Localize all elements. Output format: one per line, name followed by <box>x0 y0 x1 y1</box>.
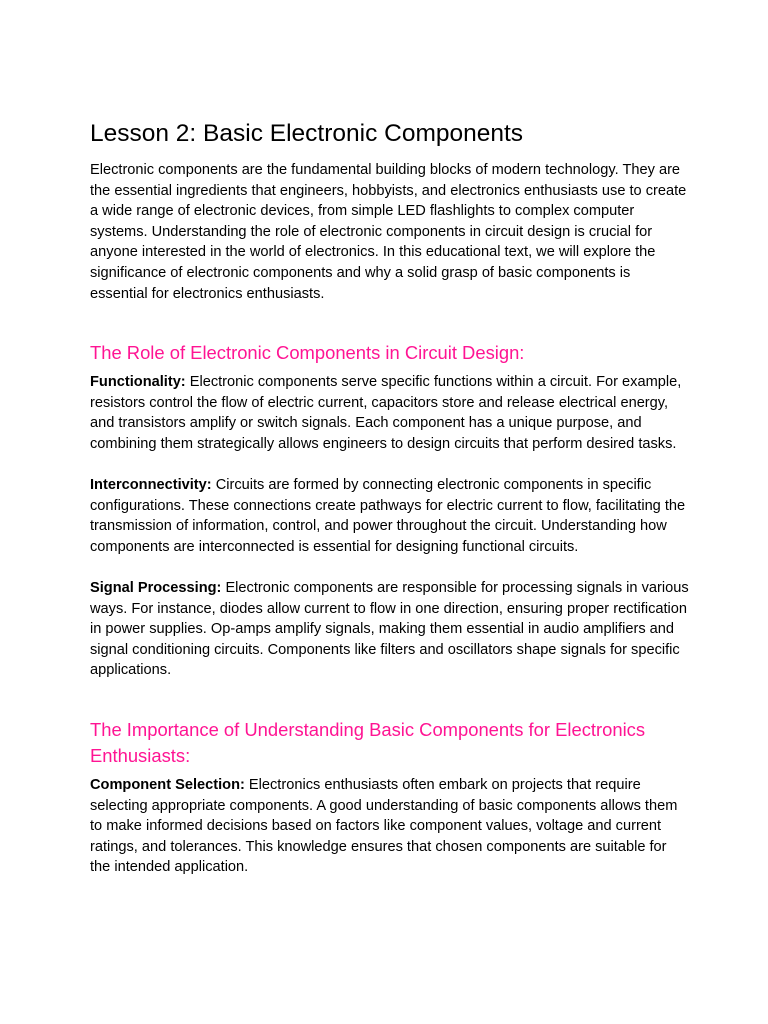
term-interconnectivity: Interconnectivity: <box>90 477 212 494</box>
intro-paragraph: Electronic components are the fundamental building blocks of modern technology. They are the essential ingredients that engineers, hobbyists, and electronics enthusiasts use to create a wide range of electronic devices, from simple LED flashlights to complex computer systems. Understanding the role of electronic components in circuit design is crucial for anyone interested in the world of electronics. In this educational text, we will explore the significance of electronic components and why a solid grasp of basic components is essential for electronics enthusiasts. <box>90 162 687 302</box>
text-signal-processing: Electronic components are responsible for processing signals in various ways. For instance, diodes allow current to flow in one direction, ensuring proper rectification in power supplies. Op-amps amplify signals, making them essential in audio amplifiers and signal conditioning circuits. Components like filters and oscillators shape signals for specific applications. <box>90 580 689 679</box>
paragraph-interconnectivity <box>90 475 690 557</box>
section-heading-role: The Role of Electronic Components in Circuit Design: <box>90 342 525 364</box>
text-functionality: Electronic components serve specific functions within a circuit. For example, resistors control the flow of electric current, capacitors store and release electrical energy, and transistors amplify or switch signals. Each component has a unique purpose, and combining them strategically allows engineers to design circuits that perform desired tasks. <box>90 374 682 452</box>
term-functionality: Functionality: <box>90 374 186 391</box>
text-component-selection: Electronics enthusiasts often embark on projects that require selecting appropriate components. A good understanding of basic components allows them to make informed decisions based on factors like component values, voltage and current ratings, and tolerances. This knowledge ensures that chosen components are suitable for the intended application. <box>90 777 678 876</box>
spacer <box>90 558 690 579</box>
paragraph-functionality <box>90 372 690 454</box>
term-component-selection: Component Selection: <box>90 777 245 794</box>
spacer <box>90 681 690 717</box>
section-heading-importance: The Importance of Understanding Basic Components for Electronics Enthusiasts: <box>90 719 646 767</box>
text-interconnectivity: Circuits are formed by connecting electronic components in specific configurations. These connections create pathways for electric current to flow, facilitating the transmission of information, control, and power throughout the circuit. Understanding how components are interconnected is essential for designing functional circuits. <box>90 477 686 555</box>
document-page <box>90 118 690 878</box>
spacer <box>90 455 690 476</box>
spacer <box>90 304 690 340</box>
paragraph-signal-processing <box>90 578 690 681</box>
term-signal-processing: Signal Processing: <box>90 580 222 597</box>
paragraph-component-selection <box>90 775 690 878</box>
page-title: Lesson 2: Basic Electronic Components <box>90 120 524 147</box>
